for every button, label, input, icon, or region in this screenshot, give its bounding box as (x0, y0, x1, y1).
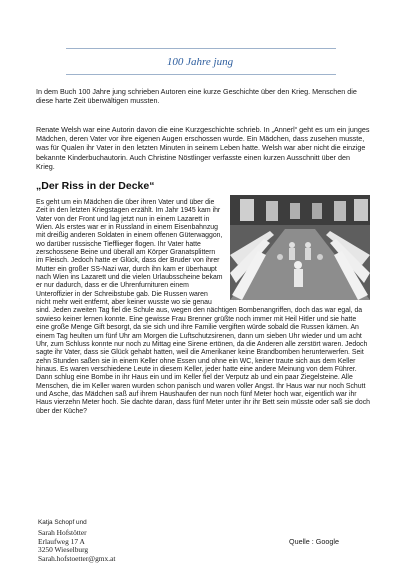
intro-paragraph-2: Renate Welsh war eine Autorin davon die eine Kurzgeschichte schrieb. In „Annerl“ geht es um ein junges Mädchen, deren Vater vor ihre eigenen Augen erschossen wurde. Ein Mädchen, dass zusehen musste, was für Qualen ihr Vater in den letzten Minuten in seinem Leben hatte. Welsh war aber nicht die einzige bekannte Kinderbuchautorin. Auch Christine Nöstlinger verfasste einen kurzen Ausschnitt über den Krieg. (36, 125, 370, 171)
story-text: Es geht um ein Mädchen die über ihren Vater und über die Zeit in den letzten Kriegstagen erzählt. Im Jahr 1945 kam ihr Vater von der Front und lag jetzt nun in einem Lazarett in Wien. Als erstes war er in Russland in einem Eisenbahnzug mit dreißig anderen Soldaten in einem offenen Güterwaggon, wo darüber russische Tiefflieger flogen. Ihr Vater hatte zerschossene Beine und überall am Körper Granatsplittern im Fleisch. Jedoch hatte er Glück, dass der Bruder von ihrer Mutter ein großer SS-Nazi war, durch ihn kam er überhaupt nach Wien ins Lazarett und die vielen Urlaubsscheine bekam er nur dadurch, dass er die Uhrenfurnituren einem Unteroffizier in der Schreibstube gab. Die Russen waren nicht mehr weit entfernt, aber keiner wusste wo sie genau sind. Jeden zweiten Tag fiel die Schule aus, wegen den nächtigen Bombenangriffen, doch das war egal, da sowieso keiner lernen konnte. Eine gewisse Frau Brenner grüßte noch immer mit Heil Hitler und sie hatte eine große Menge Gift besorgt, da sie sich und ihre Familie vergiften würde sobald die Russen kämen. An einem Tag heulten um fünf Uhr am Morgen die Luftschutzsirenen, dann um sieben Uhr wieder und um acht Uhr, zum Schluss konnte nur noch zu Mittag eine Sirene ertönen, da die Anderen alle zerstört waren. Jedoch sagte ihr Vater, dass sie Glück gehabt hatten, weil die Amerikaner keine Brandbomben herunterwerfen. Seit zehn Stunden saßen sie in einem Keller ohne Essen und ohne ein WC, keiner traute sich aus dem Keller hinaus. Es waren verschiedene Leute in diesem Keller, jeder hatte eine andere Meinung von dem Führer. Dann schlug eine Bombe in ihr Haus ein und im Keller fiel der Verputz ab und ein paar Ziegelsteine. Alle Menschen, die im Keller waren wurden schon panisch und waren voller Angst. Ihr Haus war nur noch Schutt und Asche, das Mädchen saß auf ihrem Haushaufen der nun noch fünf Meter hoch war, eigentlich war ihr Haus vierzehn Meter hoch. Sie dachte daran, dass fünf Meter unter ihr ihr Bett sein müsste oder saß sie doch über der Küche? (36, 199, 370, 415)
signature-city: 3250 Wieselburg (38, 545, 89, 555)
image-source-credit: Quelle : Google (289, 537, 339, 546)
signature-authors: Katja Schopf und (38, 519, 87, 526)
signature-name: Sarah Hofstötter (38, 528, 87, 538)
story-heading: „Der Riss in der Decke“ (36, 180, 155, 192)
signature-street: Erlaufweg 17 A (38, 536, 85, 546)
page-title: 100 Jahre jung (166, 56, 234, 68)
story-section (36, 199, 370, 416)
intro-paragraph-1: In dem Buch 100 Jahre jung schrieben Autoren eine kurze Geschichte über den Krieg. Menschen die diese harte Zeit überwältigen mussten. (36, 87, 357, 106)
author-signature (38, 519, 238, 563)
signature-email: Sarah.hofstoetter@gmx.at (38, 553, 116, 563)
title-rule-bottom (66, 74, 336, 75)
hospital-ward-image (230, 195, 370, 300)
hospital-ward-photo (230, 195, 370, 300)
title-rule-top (66, 48, 336, 49)
